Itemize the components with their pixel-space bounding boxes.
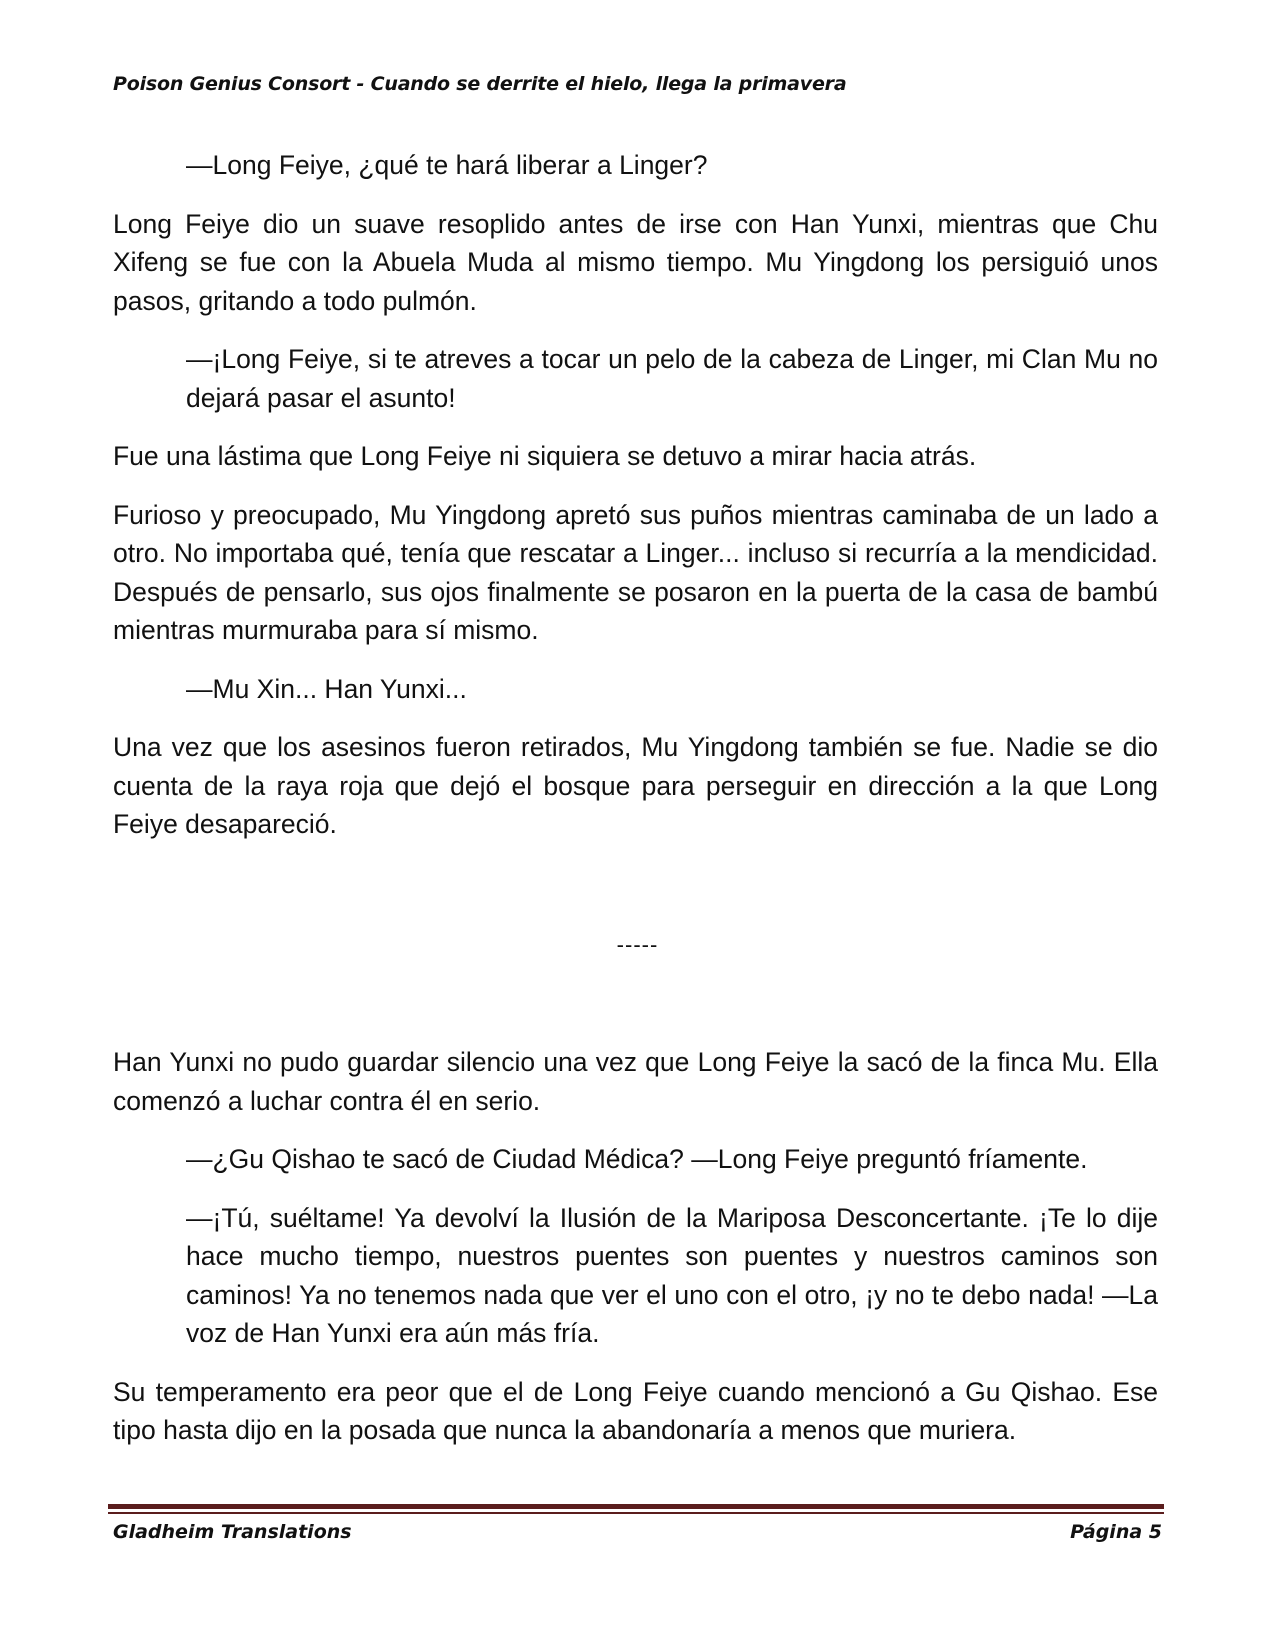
narration-paragraph: Fue una lástima que Long Feiye ni siquiera se detuvo a mirar hacia atrás. [113, 441, 977, 471]
footer-rule [108, 1504, 1164, 1509]
scene-break: ----- [616, 932, 659, 957]
narration-paragraph: Su temperamento era peor que el de Long Feiye cuando mencionó a Gu Qishao. Ese tipo hasta dijo en la posada que nunca la abandonaría a menos que muriera. [113, 1376, 1158, 1445]
body-text-top [113, 146, 1158, 864]
body-text-bottom [113, 1043, 1158, 1470]
narration-paragraph: Furioso y preocupado, Mu Yingdong apretó sus puños mientras caminaba de un lado a otro. No importaba qué, tenía que rescatar a Linger... incluso si recurría a la mendicidad. Después de pensarlo, sus ojos finalmente se posaron en la puerta de la casa de bambú mientras murmuraba para sí mismo. [113, 499, 1158, 645]
dialogue-paragraph: —¿Gu Qishao te sacó de Ciudad Médica? —Long Feiye preguntó fríamente. [186, 1144, 1088, 1174]
narration-paragraph: Han Yunxi no pudo guardar silencio una vez que Long Feiye la sacó de la finca Mu. Ella comenzó a luchar contra él en serio. [113, 1047, 1158, 1116]
page-number: Página 5 [1070, 1521, 1162, 1543]
dialogue-paragraph: —Mu Xin... Han Yunxi... [186, 673, 467, 704]
footer-credit: Gladheim Translations [113, 1521, 352, 1543]
dialogue-paragraph: —¡Long Feiye, si te atreves a tocar un pelo de la cabeza de Linger, mi Clan Mu no dejará pasar el asunto! [186, 344, 1158, 413]
running-header: Poison Genius Consort - Cuando se derrite el hielo, llega la primavera [113, 73, 847, 95]
narration-paragraph: Una vez que los asesinos fueron retirados, Mu Yingdong también se fue. Nadie se dio cuenta de la raya roja que dejó el bosque para perseguir en dirección a la que Long Feiye desapareció. [113, 732, 1158, 839]
dialogue-paragraph: —¡Tú, suéltame! Ya devolví la Ilusión de la Mariposa Desconcertante. ¡Te lo dije hace mucho tiempo, nuestros puentes son puentes y nuestros caminos son caminos! Ya no tenemos nada que ver el uno con el otro, ¡y no te debo nada! —La voz de Han Yunxi era aún más fría. [186, 1202, 1158, 1348]
dialogue-paragraph: —Long Feiye, ¿qué te hará liberar a Linger? [186, 150, 708, 180]
narration-paragraph: Long Feiye dio un suave resoplido antes de irse con Han Yunxi, mientras que Chu Xifeng se fue con la Abuela Muda al mismo tiempo. Mu Yingdong los persiguió unos pasos, gritando a todo pulmón. [113, 208, 1158, 316]
footer-rule-thin [108, 1512, 1164, 1514]
